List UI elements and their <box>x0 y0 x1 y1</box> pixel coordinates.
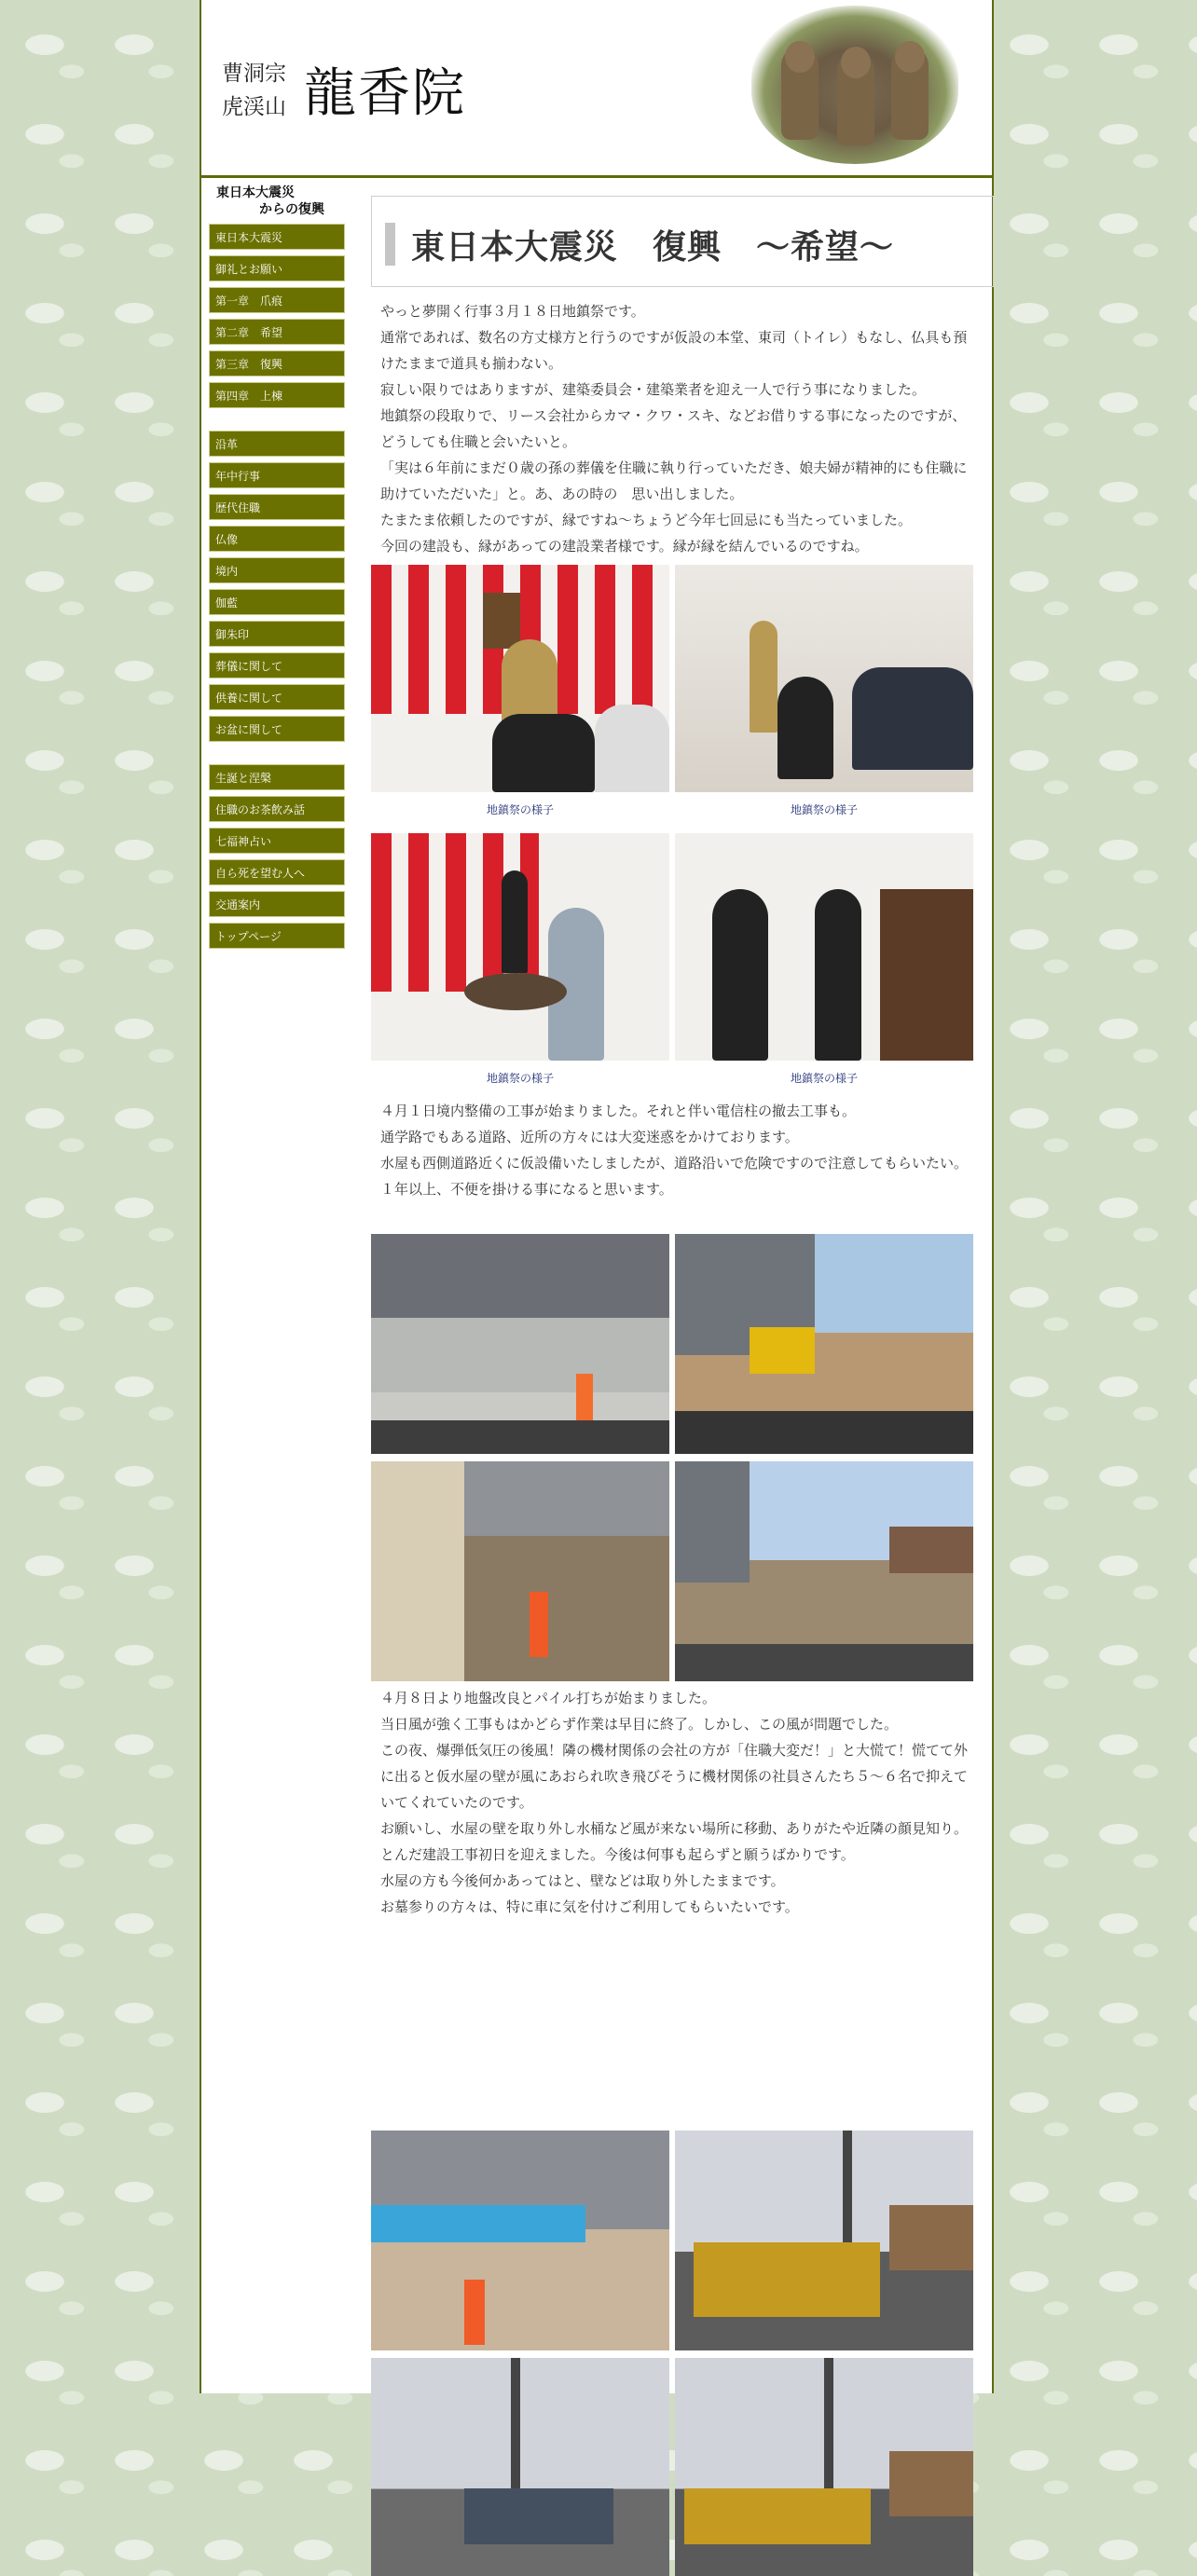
nav-group-recovery <box>201 224 351 408</box>
sidebar-title-line2: からの復興 <box>259 202 324 217</box>
photo-caption: 地鎮祭の様子 <box>486 803 554 816</box>
paragraph-line: ４月８日より地盤改良とパイル打ちが始まりました。 <box>380 1690 717 1706</box>
paragraph-piling <box>380 1685 977 1920</box>
sidebar-link[interactable]: 第一章 爪痕 <box>209 287 345 313</box>
sidebar-link[interactable]: 沿革 <box>209 431 345 457</box>
sidebar-link[interactable]: 葬儀に関して <box>209 652 345 678</box>
mountain-name: 虎渓山 <box>222 95 286 119</box>
nav-group-misc <box>201 764 351 949</box>
photo-groundbreaking-1 <box>371 565 669 792</box>
page-title: 東日本大震災 復興 ～希望～ <box>411 228 895 267</box>
paragraph-line: とんだ建設工事初日を迎えました。今後は何事も起らずと願うばかりです。 <box>380 1846 855 1863</box>
paragraph-line: 通学路でもある道路、近所の方々には大変迷惑をかけております。 <box>380 1129 799 1145</box>
sidebar-link[interactable]: 住職のお茶飲み話 <box>209 796 345 822</box>
photo-caption: 地鎮祭の様子 <box>790 803 858 816</box>
sidebar-link[interactable]: 交通案内 <box>209 891 345 917</box>
photo-site-work-1 <box>371 1234 669 1454</box>
sidebar-link[interactable]: 供養に関して <box>209 684 345 710</box>
paragraph-line: やっと夢開く行事３月１８日地鎮祭です。 <box>380 303 645 320</box>
paragraph-line: 寂しい限りではありますが、建築委員会・建築業者を迎え一人で行う事になりました。 <box>380 381 927 398</box>
photo-piling-2 <box>675 2131 973 2350</box>
sidebar-link[interactable]: 御礼とお願い <box>209 255 345 281</box>
paragraph-line: 地鎮祭の段取りで、リース会社からカマ・クワ・スキ、などお借りする事になったのですが、どうしても住職と会いたいと。 <box>380 407 967 450</box>
photo-caption: 地鎮祭の様子 <box>790 1072 858 1085</box>
sect-name: 曹洞宗 <box>222 62 286 86</box>
sidebar-link[interactable]: 第三章 復興 <box>209 350 345 377</box>
sidebar-link[interactable]: 東日本大震災 <box>209 224 345 250</box>
paragraph-line: たまたま依頼したのですが、縁ですね～ちょうど今年七回忌にも当たっていました。 <box>380 512 913 528</box>
paragraph-line: 「実は６年前にまだ０歳の孫の葬儀を住職に執り行っていただき、娘夫婦が精神的にも住職に助けていただいた」と。あ、あの時の 思い出しました。 <box>380 459 968 502</box>
photo-piling-4 <box>675 2358 973 2576</box>
page-heading <box>371 196 994 287</box>
photo-site-work-3 <box>371 1461 669 1681</box>
paragraph-groundbreaking <box>380 298 977 559</box>
sidebar-link[interactable]: 生誕と涅槃 <box>209 764 345 790</box>
photo-piling-1 <box>371 2131 669 2350</box>
photo-groundbreaking-4 <box>675 833 973 1061</box>
sidebar-link[interactable]: 第四章 上棟 <box>209 382 345 408</box>
jizo-statues-image <box>751 6 958 164</box>
sidebar-title <box>216 185 351 218</box>
paragraph-line: ４月１日境内整備の工事が始まりました。それと伴い電信柱の撤去工事も。 <box>380 1103 857 1119</box>
paragraph-line: 水屋も西側道路近くに仮設備いたしましたが、道路沿いで危険ですので注意してもらいたい。 <box>380 1155 969 1172</box>
sidebar-link[interactable]: 仏像 <box>209 526 345 552</box>
photo-piling-3 <box>371 2358 669 2576</box>
sidebar-link[interactable]: 七福神占い <box>209 828 345 854</box>
sidebar-link[interactable]: 伽藍 <box>209 589 345 615</box>
site-title[interactable]: 龍香院 <box>304 63 466 124</box>
paragraph-line: 当日風が強く工事もはかどらず作業は早目に終了。しかし、この風が問題でした。 <box>380 1716 899 1733</box>
nav-group-temple <box>201 431 351 742</box>
site-header <box>201 0 992 178</box>
photo-groundbreaking-3 <box>371 833 669 1061</box>
sidebar-link[interactable]: 境内 <box>209 557 345 583</box>
sidebar-link[interactable]: 年中行事 <box>209 462 345 488</box>
paragraph-line: 今回の建設も、縁があっての建設業者様です。縁が縁を結んでいるのですね。 <box>380 538 869 555</box>
paragraph-site-work <box>380 1098 977 1202</box>
paragraph-line: １年以上、不便を掛ける事になると思います。 <box>380 1181 673 1198</box>
paragraph-line: 水屋の方も今後何かあってはと、壁などは取り外したままです。 <box>380 1872 785 1889</box>
sidebar-link[interactable]: お盆に関して <box>209 716 345 742</box>
paragraph-line: この夜、爆弾低気圧の後風！隣の機材関係の会社の方が「住職大変だ！」と大慌て！慌てて外に出ると仮水屋の壁が風にあおられ吹き飛びそうに機材関係の社員さんたち５～６名で抑えていてくれていたのです。 <box>380 1742 969 1811</box>
sidebar-link[interactable]: 自ら死を望む人へ <box>209 859 345 885</box>
photo-groundbreaking-2 <box>675 565 973 792</box>
photo-site-work-2 <box>675 1234 973 1454</box>
sidebar-link[interactable]: トップページ <box>209 923 345 949</box>
sidebar-link[interactable]: 歴代住職 <box>209 494 345 520</box>
sidebar-title-line1: 東日本大震災 <box>216 185 295 200</box>
sidebar-link[interactable]: 第二章 希望 <box>209 319 345 345</box>
paragraph-line: お墓参りの方々は、特に車に気を付けご利用してもらいたいです。 <box>380 1898 799 1915</box>
paragraph-line: お願いし、水屋の壁を取り外し水桶など風が来ない場所に移動、ありがたや近隣の顔見知り。 <box>380 1820 969 1837</box>
paragraph-line: 通常であれば、数名の方丈様方と行うのですが仮設の本堂、東司（トイレ）もなし、仏具も預けたままで道具も揃わない。 <box>380 329 968 372</box>
page-container <box>200 0 994 2393</box>
photo-caption: 地鎮祭の様子 <box>486 1072 554 1085</box>
sidebar-link[interactable]: 御朱印 <box>209 621 345 647</box>
photo-site-work-4 <box>675 1461 973 1681</box>
sidebar-nav <box>201 183 351 954</box>
